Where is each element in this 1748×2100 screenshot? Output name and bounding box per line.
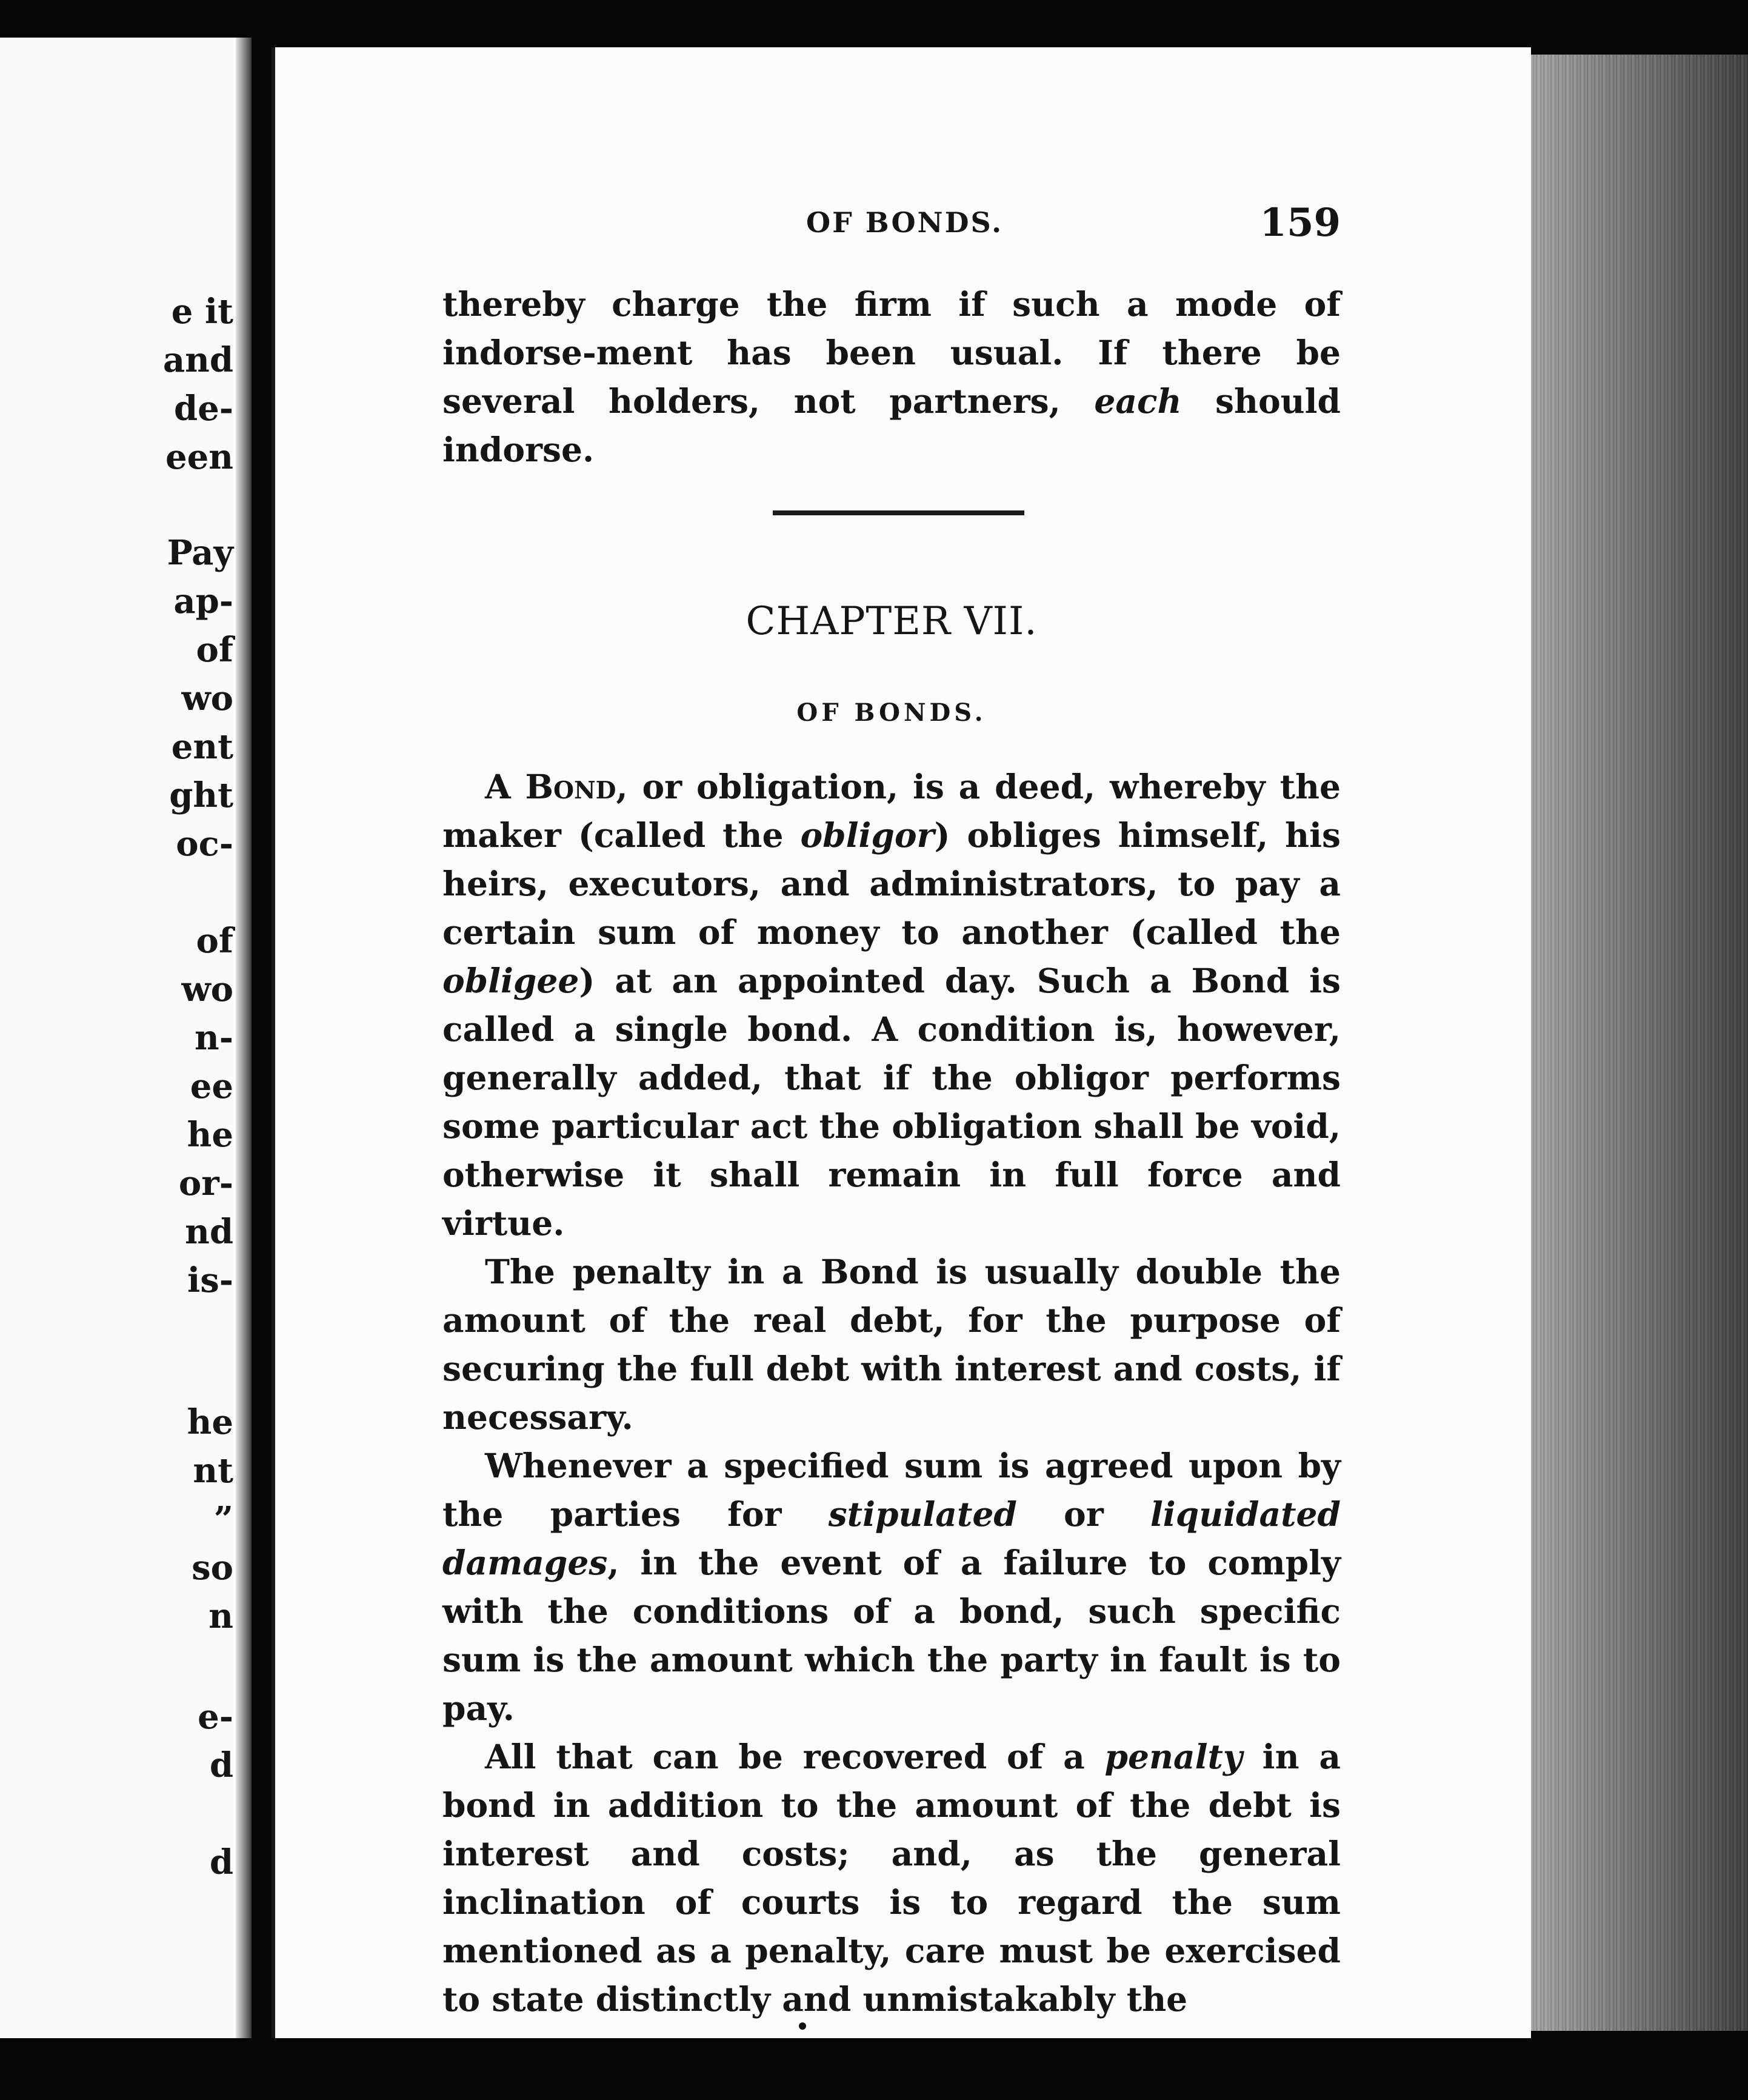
left-line-fragment: ” (213, 1499, 233, 1539)
text-run: , in the event of a failure to comply with the conditions of a bond, such specific sum is the amount which the party in fault is to pay. (442, 1543, 1341, 1728)
left-line-fragment: of (196, 921, 233, 961)
left-line-fragment: and (162, 340, 233, 380)
left-line-fragment: nt (193, 1451, 233, 1491)
left-line-fragment: wo (181, 969, 233, 1009)
text-run: Whenever a specified sum is agreed upon by the parties for (442, 1446, 1341, 1534)
emphasis: each (1094, 381, 1182, 421)
text-run: A (485, 767, 525, 806)
left-line-fragment: ee (190, 1066, 233, 1106)
paragraph-damages (442, 1442, 1341, 1733)
emphasis: stipulated (828, 1494, 1017, 1534)
continuation-text (442, 280, 1341, 474)
left-line-fragment: is- (187, 1260, 233, 1300)
text-run: should indorse. (442, 381, 1341, 469)
left-line-fragment: e it (171, 292, 233, 332)
running-head (442, 200, 1341, 249)
left-line-fragment: ent (171, 727, 233, 767)
emphasis: obligor (800, 815, 935, 855)
left-line-fragment: ap- (173, 581, 233, 621)
text-run: ) obliges himself, his heirs, executors, and administrators, to pay a certain sum of money to another (called the (442, 815, 1341, 952)
text-run: , or obligation, is a deed, whereby the maker (called the (442, 767, 1341, 855)
gutter-shadow (236, 38, 252, 2038)
left-line-fragment: een (165, 437, 233, 477)
paragraph-recovery (442, 1733, 1341, 2024)
left-line-fragment: e- (198, 1697, 233, 1737)
emphasis: penalty (1104, 1737, 1243, 1776)
running-head-title: OF BONDS. (806, 206, 1004, 239)
defined-term: Bond (525, 767, 616, 806)
left-line-fragment: de- (173, 389, 233, 429)
left-line-fragment: wo (181, 678, 233, 718)
emphasis: obligee (442, 961, 579, 1000)
text-run: thereby charge the firm if such a mode of indorse-ment has been usual. If there be several holders, not partners, (442, 284, 1341, 421)
left-line-fragment: he (187, 1115, 233, 1155)
left-line-fragment: n (208, 1596, 233, 1636)
paragraph-definition (442, 763, 1341, 1248)
left-line-fragment: d (209, 1842, 233, 1882)
text-run: or (1016, 1494, 1150, 1534)
page-edges-shade (1515, 55, 1748, 2031)
paragraph-penalty: The penalty in a Bond is usually double the amount of the real debt, for the purpose of securing the full debt with interest and costs, if necessary. (442, 1252, 1341, 1437)
left-line-fragment: Pay (167, 533, 233, 573)
continuation-paragraph (442, 280, 1341, 474)
text-run: ) at an appointed day. Such a Bond is called a single bond. A condition is, however, generally added, that if the obligor performs some particular act the obligation shall be void, otherwise it shall remain in full force and virtue. (442, 961, 1341, 1243)
chapter-subtitle: OF BONDS. (796, 698, 987, 727)
left-line-fragment: so (192, 1548, 233, 1588)
left-line-fragment: or- (178, 1163, 233, 1203)
left-line-fragment: ght (169, 775, 233, 815)
page-edges (1515, 55, 1748, 2031)
section-divider (773, 510, 1024, 515)
left-line-fragment: nd (185, 1212, 233, 1252)
left-line-fragment: of (196, 630, 233, 670)
left-line-fragment: d (209, 1745, 233, 1785)
left-line-fragment: oc- (176, 824, 233, 864)
text-run: in a bond in addition to the amount of the debt is interest and costs; and, as the general inclination of courts is to regard the sum mentioned as a penalty, care must be exercised to state distinctly and unmistakably the (442, 1737, 1341, 2019)
left-line-fragment: n- (195, 1018, 233, 1058)
emphasis: liquidated damages (442, 1494, 1341, 1582)
chapter-title: CHAPTER VII. (746, 599, 1038, 644)
left-facing-page (0, 38, 252, 2038)
page-number: 159 (1259, 200, 1341, 246)
ink-dot (799, 2022, 806, 2030)
left-line-fragment: he (187, 1402, 233, 1442)
text-run: All that can be recovered of a (485, 1737, 1105, 1776)
chapter-body (442, 763, 1341, 2024)
